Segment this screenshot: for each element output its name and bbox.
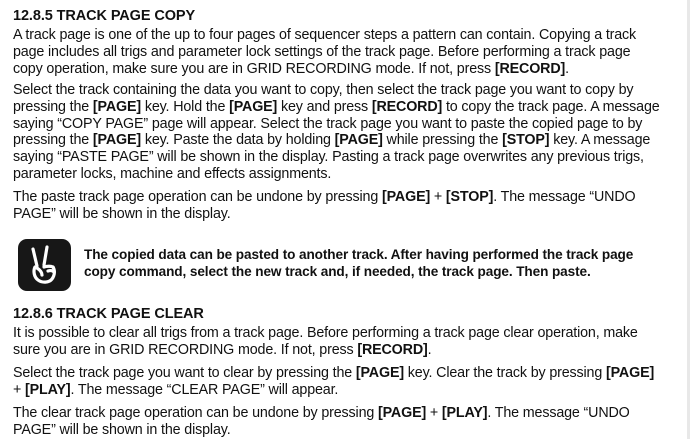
text-run: key. A message [549, 132, 651, 149]
key-name: [RECORD] [494, 60, 566, 77]
text-run: PAGE” will be shown in the display. [13, 421, 231, 438]
text-run: Select the track containing the data you want to copy, then select the track page you want to copy by [13, 82, 634, 98]
text-run: A track page is one of the up to four pages of sequencer steps a pattern can contain. Copying a track [13, 27, 637, 43]
text-line [13, 166, 683, 183]
key-name: [RECORD] [357, 341, 428, 358]
text-line [13, 132, 683, 149]
clear-paragraph-1 [13, 325, 683, 359]
text-line [13, 44, 683, 61]
clear-paragraph-3 [13, 405, 683, 439]
key-name: [PAGE] [229, 98, 278, 115]
text-run: . The message “CLEAR PAGE” will appear. [70, 381, 339, 398]
text-line [13, 422, 683, 439]
text-run: to copy the track page. A message [442, 98, 660, 115]
text-line [13, 365, 683, 382]
text-run: . The message “UNDO [493, 189, 636, 205]
copy-paragraph-2 [13, 82, 683, 183]
text-run: The paste track page operation can be undone by pressing [13, 189, 382, 205]
section-heading-track-page-clear: 12.8.6 TRACK PAGE CLEAR [13, 306, 204, 322]
copy-paragraph-3 [13, 189, 683, 223]
copy-paragraph-1 [13, 27, 683, 77]
text-run: key. Paste the data by holding [141, 132, 335, 149]
text-line [13, 61, 683, 78]
text-run: PAGE” will be shown in the display. [13, 205, 231, 222]
text-run: page includes all trigs and parameter lock settings of the track page. Before performing a track page [13, 43, 631, 60]
text-line [13, 82, 683, 99]
tip-line: The copied data can be pasted to another track. After having performed the track page [84, 247, 634, 262]
key-name: [STOP] [445, 189, 494, 205]
text-run: parameter locks, machine and effects assignments. [13, 165, 332, 182]
key-name: [PAGE] [382, 189, 431, 205]
text-run: key and press [277, 98, 372, 115]
key-name: [PAGE] [355, 365, 404, 381]
key-name: [STOP] [502, 132, 550, 149]
text-run: sure you are in GRID RECORDING mode. If not, press [13, 341, 358, 358]
text-line [13, 99, 683, 116]
text-line [13, 27, 683, 44]
text-run: saying “PASTE PAGE” will be shown in the display. Pasting a track page overwrites any previous trigs, [13, 149, 644, 166]
key-name: [PAGE] [378, 405, 427, 421]
key-name: [PAGE] [92, 132, 141, 149]
text-line [13, 382, 683, 399]
text-run: key. Clear the track by pressing [403, 365, 606, 381]
text-run: . [565, 60, 569, 77]
tip-line: copy command, select the new track and, if needed, the track page. Then paste. [84, 263, 591, 279]
key-name: [PAGE] [605, 365, 655, 381]
text-run: + [430, 189, 446, 205]
key-name: [PLAY] [25, 381, 71, 398]
text-run: + [13, 381, 26, 398]
text-run: pressing the [13, 132, 93, 149]
section-heading-track-page-copy: 12.8.5 TRACK PAGE COPY [13, 8, 196, 24]
tip-note [84, 247, 684, 281]
text-run: while pressing the [382, 132, 503, 149]
text-run: copy operation, make sure you are in GRID RECORDING mode. If not, press [13, 60, 495, 77]
key-name: [PAGE] [334, 132, 383, 149]
text-run: key. Hold the [141, 98, 230, 115]
key-name: [PAGE] [92, 98, 141, 115]
text-line [13, 405, 683, 422]
text-run: saying “COPY PAGE” page will appear. Select the track page you want to paste the copied page to by [13, 115, 643, 132]
text-line [13, 189, 683, 206]
text-line [13, 325, 683, 342]
peace-hand-icon [18, 239, 71, 291]
key-name: [PLAY] [441, 405, 488, 421]
clear-paragraph-2 [13, 365, 683, 399]
text-run: pressing the [13, 98, 93, 115]
key-name: [RECORD] [371, 98, 443, 115]
text-line [13, 149, 683, 166]
text-run: The clear track page operation can be undone by pressing [13, 405, 378, 421]
text-run: . [427, 341, 432, 358]
text-run: + [426, 405, 442, 421]
text-run: Select the track page you want to clear by pressing the [13, 365, 356, 381]
text-run: . The message “UNDO [487, 405, 630, 421]
text-line [13, 342, 683, 359]
text-line [13, 206, 683, 223]
text-run: It is possible to clear all trigs from a track page. Before performing a track page clear operation, make [13, 325, 638, 341]
text-line [13, 116, 683, 133]
